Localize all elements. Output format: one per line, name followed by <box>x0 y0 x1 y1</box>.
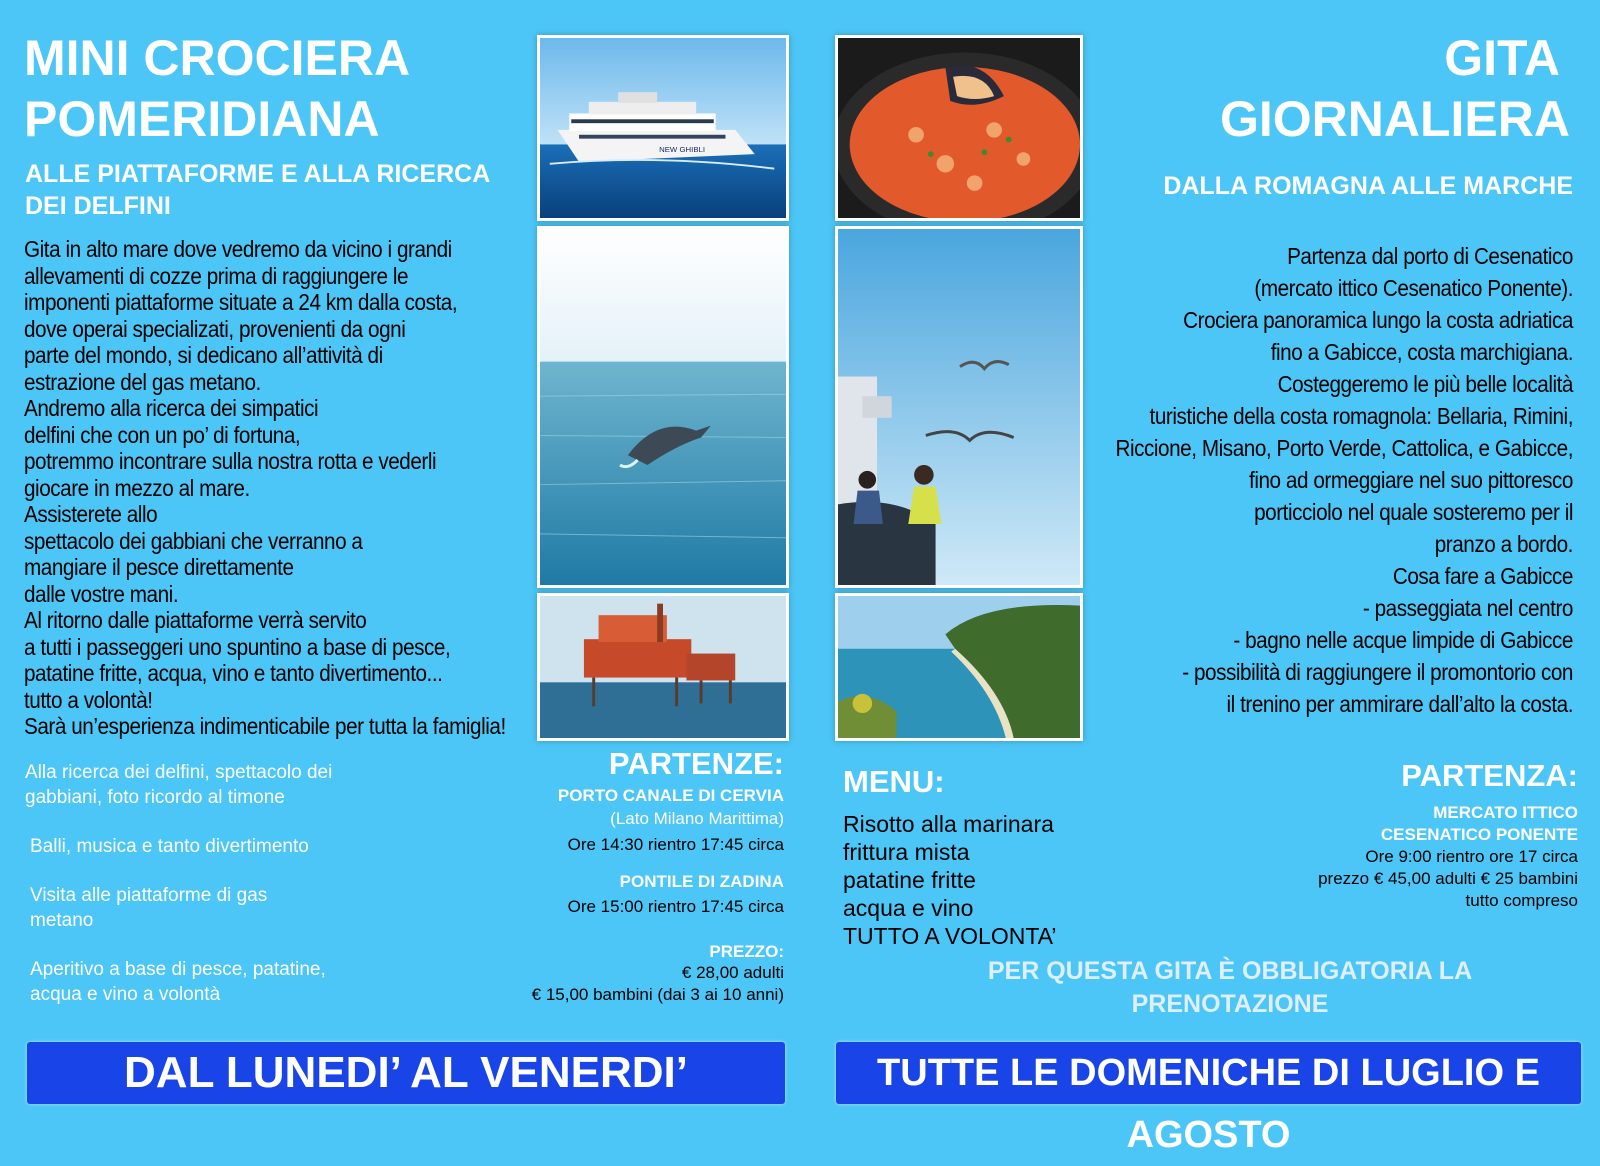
right-description-line: il trenino per ammirare dall’alto la costa. <box>1226 691 1573 717</box>
left-description-line: dalle vostre mani. <box>24 580 179 607</box>
right-subtitle: DALLA ROMAGNA ALLE MARCHE <box>1163 172 1573 200</box>
price-label: PREZZO: <box>709 942 784 961</box>
price-adults: € 28,00 adulti <box>681 963 784 982</box>
left-description-line: patatine fritte, acqua, vino e tanto divertimento... <box>24 660 443 686</box>
feature-line: metano <box>30 910 94 931</box>
menu-heading: MENU: <box>843 764 945 799</box>
feature-item <box>25 760 445 810</box>
seagulls-feeding-photo <box>835 226 1083 588</box>
price-children: € 15,00 bambini (dai 3 ai 10 anni) <box>531 985 784 1004</box>
feature-line: acqua e vino a volontà <box>30 984 221 1005</box>
menu-item: frittura mista <box>843 839 970 865</box>
left-description-line: estrazione del gas metano. <box>24 368 261 395</box>
left-subtitle-line2: DEI DELFINI <box>25 192 171 220</box>
seafood-risotto-photo <box>835 35 1083 221</box>
left-features <box>25 760 445 1007</box>
gas-platform-photo <box>537 593 789 741</box>
feature-line: Visita alle piattaforme di gas <box>30 885 268 906</box>
booking-notice <box>900 955 1560 1021</box>
booking-notice-line1: PER QUESTA GITA È OBBLIGATORIA LA <box>987 957 1473 985</box>
left-title <box>24 28 410 150</box>
departure-time-cervia: Ore 14:30 rientro 17:45 circa <box>567 835 784 854</box>
departure-place-zadina: PONTILE DI ZADINA <box>619 872 784 891</box>
left-description-line: Assisterete allo <box>24 501 158 527</box>
left-title-line2: POMERIDIANA <box>24 91 380 147</box>
left-description-line: parte del mondo, si dedicano all’attività di <box>24 342 383 368</box>
menu-item: Risotto alla marinara <box>843 811 1054 837</box>
right-description-line: - passeggiata nel centro <box>1362 595 1573 621</box>
boat-photo <box>537 35 789 221</box>
right-description-line: Partenza dal porto di Cesenatico <box>1287 243 1573 269</box>
right-description-line: fino a Gabicce, costa marchigiana. <box>1270 339 1573 365</box>
right-departure-heading: PARTENZA: <box>1401 758 1578 793</box>
coastline-photo <box>835 593 1083 741</box>
menu-item: patatine fritte <box>843 867 976 893</box>
departure-time-zadina: Ore 15:00 rientro 17:45 circa <box>567 897 784 916</box>
left-banner: DAL LUNEDI’ AL VENERDI’ <box>27 1042 785 1104</box>
menu-item: TUTTO A VOLONTA’ <box>843 923 1057 949</box>
right-description-line: fino ad ormeggiare nel suo pittoresco <box>1249 467 1573 493</box>
right-description-line: - bagno nelle acque limpide di Gabicce <box>1233 627 1573 653</box>
left-description-line: allevamenti di cozze prima di raggiungere le <box>24 262 409 289</box>
left-description-line: Gita in alto mare dove vedremo da vicino i grandi <box>24 236 452 262</box>
right-description-line: Crociera panoramica lungo la costa adriatica <box>1183 307 1573 333</box>
booking-notice-line2: PRENOTAZIONE <box>1131 990 1329 1018</box>
right-departure-included: tutto compreso <box>1465 891 1578 910</box>
left-description-line: dove operai specializati, provenienti da ogni <box>24 315 406 342</box>
left-subtitle <box>25 158 490 222</box>
left-description <box>24 236 510 740</box>
right-description-line: (mercato ittico Cesenatico Ponente). <box>1254 275 1573 301</box>
menu-item: acqua e vino <box>843 895 974 921</box>
left-departures <box>500 746 784 1006</box>
right-departure-place-line1: MERCATO ITTICO <box>1433 803 1578 822</box>
right-departure-time: Ore 9:00 rientro ore 17 circa <box>1365 847 1578 866</box>
menu-section <box>843 764 1056 950</box>
left-description-line: a tutti i passeggeri uno spuntino a base di pesce, <box>24 633 451 660</box>
left-description-line: mangiare il pesce direttamente <box>24 554 294 580</box>
right-description <box>1069 240 1573 720</box>
right-departure-place-line2: CESENATICO PONENTE <box>1380 825 1578 844</box>
feature-item <box>25 883 445 933</box>
left-description-line: Al ritorno dalle piattaforme verrà servito <box>24 607 367 633</box>
right-title-line2: GIORNALIERA <box>1220 91 1570 147</box>
right-description-line: Riccione, Misano, Porto Verde, Cattolica, e Gabicce, <box>1115 435 1573 461</box>
feature-line: gabbiani, foto ricordo al timone <box>25 787 285 808</box>
departure-place-cervia: PORTO CANALE DI CERVIA <box>557 786 784 805</box>
right-title-line1: GITA <box>1444 30 1560 86</box>
left-description-line: spettacolo dei gabbiani che verranno a <box>24 527 363 554</box>
left-description-line: tutto a volontà! <box>24 686 153 713</box>
departures-heading: PARTENZE: <box>608 746 784 781</box>
feature-line: Aperitivo a base di pesce, patatine, <box>30 959 326 980</box>
departure-place-cervia-note: (Lato Milano Marittima) <box>610 809 784 828</box>
right-banner: TUTTE LE DOMENICHE DI LUGLIO E AGOSTO <box>836 1042 1581 1104</box>
right-description-line: - possibilità di raggiungere il promontorio con <box>1182 659 1573 685</box>
right-departure-price: prezzo € 45,00 adulti € 25 bambini <box>1318 869 1578 888</box>
dolphin-photo <box>537 226 789 588</box>
left-subtitle-line1: ALLE PIATTAFORME E ALLA RICERCA <box>25 160 491 188</box>
left-title-line1: MINI CROCIERA <box>24 30 411 86</box>
feature-line: Balli, musica e tanto divertimento <box>30 836 309 857</box>
right-description-line: pranzo a bordo. <box>1434 531 1573 557</box>
right-description-line: porticciolo nel quale sosteremo per il <box>1254 499 1573 525</box>
menu-items <box>843 810 1056 950</box>
right-departure <box>1318 758 1578 912</box>
left-description-line: imponenti piattaforme situate a 24 km dalla costa, <box>24 289 458 315</box>
left-description-line: potremmo incontrare sulla nostra rotta e vederli <box>24 448 437 474</box>
feature-item <box>25 957 445 1007</box>
left-description-line: delfini che con un po’ di fortuna, <box>24 421 301 448</box>
feature-item <box>25 834 445 859</box>
right-description-line: Costeggeremo le più belle località <box>1277 371 1573 397</box>
right-description-line: Cosa fare a Gabicce <box>1392 563 1573 589</box>
left-description-line: giocare in mezzo al mare. <box>24 474 250 501</box>
left-description-line: Andremo alla ricerca dei simpatici <box>24 395 319 421</box>
feature-line: Alla ricerca dei delfini, spettacolo dei <box>25 762 333 783</box>
right-title <box>1220 28 1570 150</box>
left-description-line: Sarà un’esperienza indimenticabile per tutta la famiglia! <box>24 713 506 739</box>
right-description-line: turistiche della costa romagnola: Bellaria, Rimini, <box>1149 403 1573 429</box>
boat-name-text: NEW GHIBLI <box>659 145 706 155</box>
